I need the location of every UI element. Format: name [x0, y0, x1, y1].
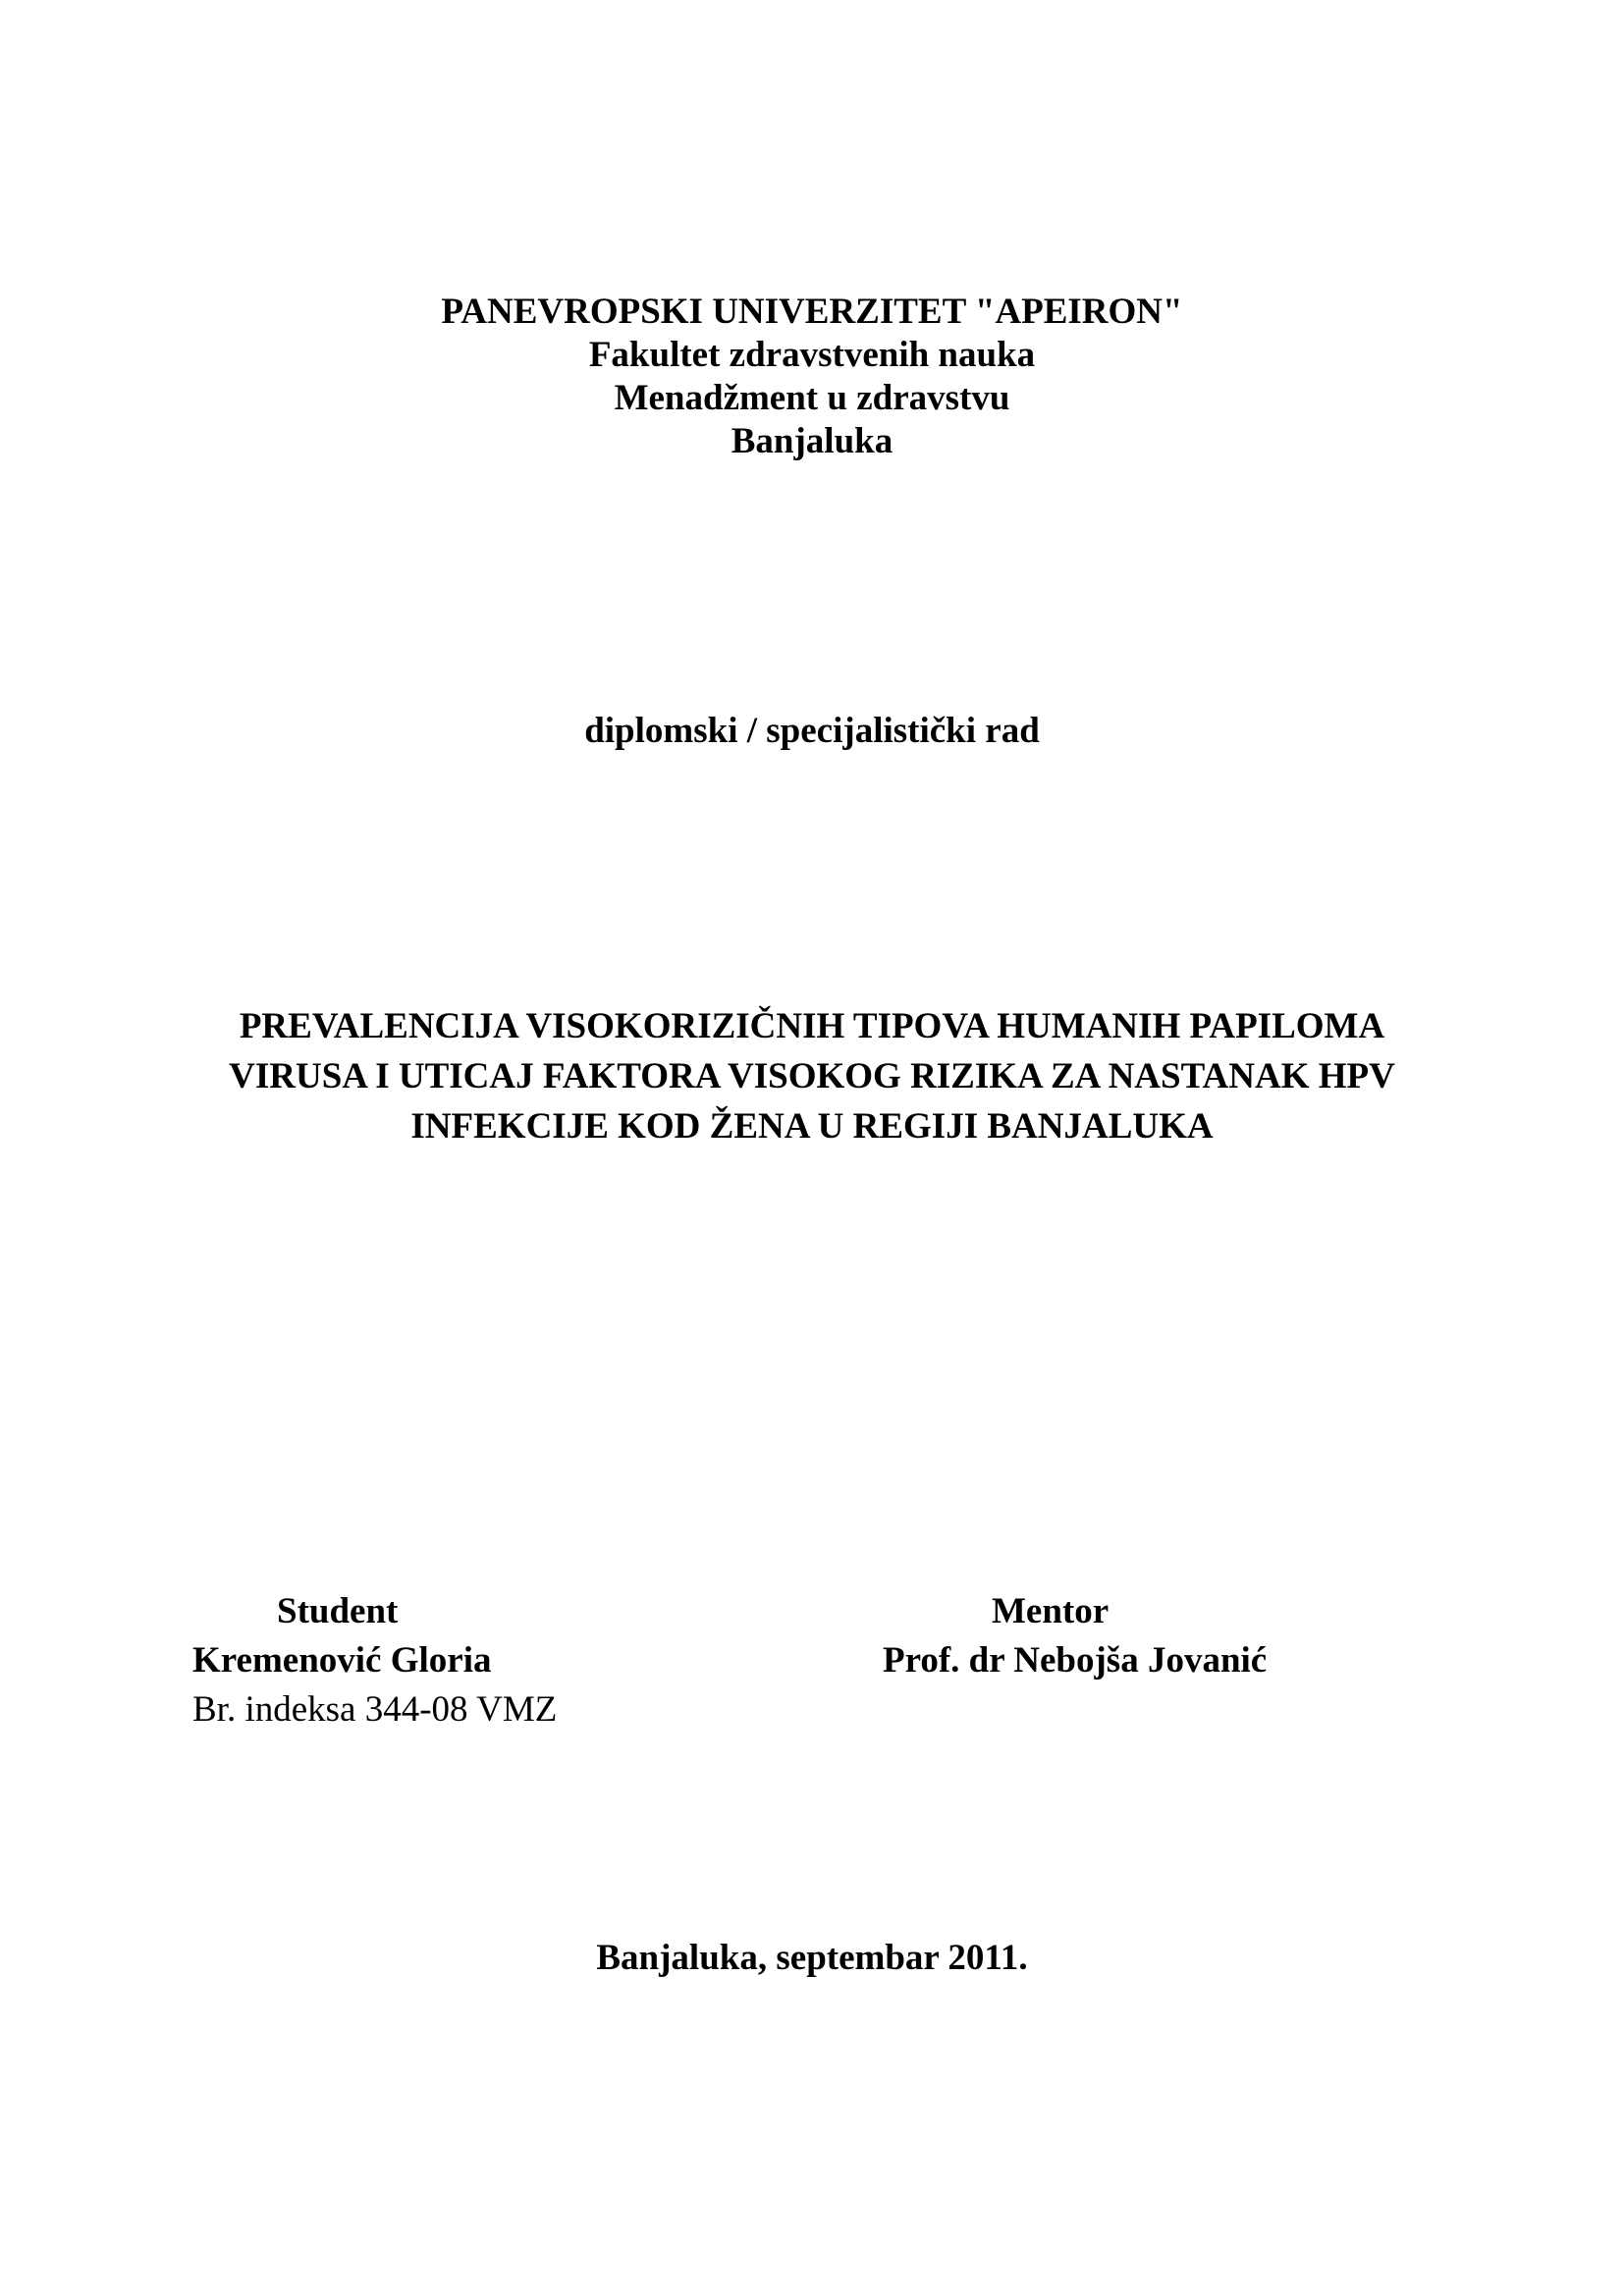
student-name: Kremenović Gloria — [192, 1640, 492, 1681]
header-city: Banjaluka — [731, 421, 893, 461]
thesis-title-line-3: INFEKCIJE KOD ŽENA U REGIJI BANJALUKA — [410, 1106, 1214, 1147]
student-index: Br. indeksa 344-08 VMZ — [192, 1689, 558, 1730]
university-name: PANEVROPSKI UNIVERZITET "APEIRON" — [441, 292, 1183, 332]
program-name: Menadžment u zdravstvu — [614, 378, 1010, 418]
thesis-title-line-1: PREVALENCIJA VISOKORIZIČNIH TIPOVA HUMANIH PAPILOMA — [239, 1006, 1385, 1046]
thesis-type: diplomski / specijalistički rad — [584, 711, 1040, 751]
student-label: Student — [277, 1591, 399, 1631]
place-and-date: Banjaluka, septembar 2011. — [596, 1938, 1028, 1978]
faculty-name: Fakultet zdravstvenih nauka — [588, 335, 1036, 375]
thesis-title-line-2: VIRUSA I UTICAJ FAKTORA VISOKOG RIZIKA ZA NASTANAK HPV — [229, 1056, 1395, 1096]
mentor-name: Prof. dr Nebojša Jovanić — [883, 1640, 1268, 1681]
mentor-label: Mentor — [992, 1591, 1110, 1631]
